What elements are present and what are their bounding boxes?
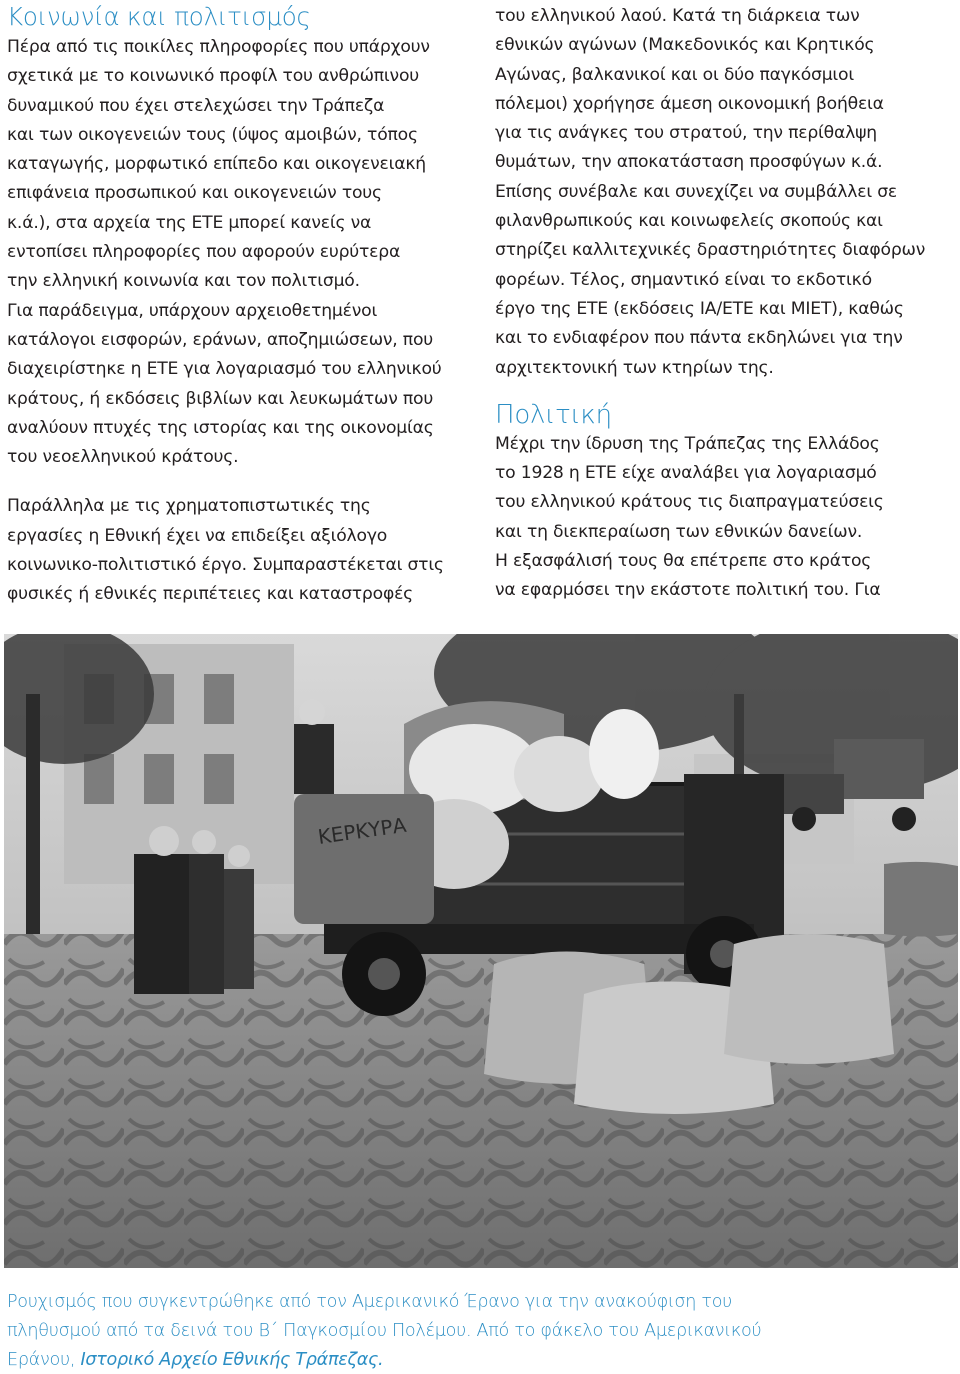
- text-line: του ελληνικού λαού. Κατά τη διάρκεια των: [495, 6, 860, 26]
- caption-text: Εράνου,: [7, 1349, 81, 1370]
- text-line: κράτους, ή εκδόσεις βιβλίων και λευκωμάτων που: [7, 388, 434, 409]
- text-line: και το ενδιαφέρον που πάντα εκδηλώνει για την: [495, 328, 903, 349]
- photo-caption: [7, 1288, 957, 1374]
- text-line: να εφαρμόσει την εκάστοτε πολιτική του. Για: [495, 580, 881, 601]
- section-heading-politics: Πολιτική: [495, 399, 612, 430]
- text-line: σχετικά με το κοινωνικό προφίλ του ανθρώπινου: [7, 66, 420, 87]
- caption-line: [7, 1346, 957, 1374]
- text-line: εθνικών αγώνων (Μακεδονικός και Κρητικός: [495, 35, 875, 56]
- caption-line: πληθυσμού από τα δεινά του Β΄ Παγκοσμίου Πολέμου. Από το φάκελο του Αμερικανικού: [7, 1320, 762, 1341]
- historical-photo-truck-clothing-bales: [4, 634, 958, 1268]
- text-line: κοινωνικο-πολιτιστικό έργο. Συμπαραστέκεται στις: [7, 555, 444, 576]
- text-line: φορέων. Τέλος, σημαντικό είναι το εκδοτικό: [495, 269, 872, 290]
- bale-lettering: ΚΕΡΚΥΡΑ: [316, 812, 408, 849]
- text-line: φιλανθρωπικούς και κοινωφελείς σκοπούς και: [495, 211, 883, 232]
- photo-illustration: [4, 634, 958, 1268]
- text-line: την ελληνική κοινωνία και τον πολιτισμό.: [7, 271, 360, 292]
- caption-line: Ρουχισμός που συγκεντρώθηκε από τον Αμερικανικό Έρανο για την ανακούφιση του: [7, 1292, 733, 1312]
- text-line: διαχειρίστηκε η ΕΤΕ για λογαριασμό του ελληνικού: [7, 359, 442, 380]
- left-paragraph-2: [7, 492, 472, 609]
- text-line: και τη διεκπεραίωση των εθνικών δανείων.: [495, 521, 863, 542]
- text-line: αρχιτεκτονική των κτηρίων της.: [495, 357, 774, 378]
- right-paragraph-1: [495, 2, 955, 383]
- text-line: Η εξασφάλισή τους θα επέτρεπε στο κράτος: [495, 551, 872, 572]
- text-line: κατάλογοι εισφορών, εράνων, αποζημιώσεων, που: [7, 329, 434, 350]
- text-line: το 1928 η ΕΤΕ είχε αναλάβει για λογαριασμό: [495, 463, 877, 484]
- text-line: Αγώνας, βαλκανικοί και οι δύο παγκόσμιοι: [495, 64, 854, 85]
- text-line: στηρίζει καλλιτεχνικές δραστηριότητες διαφόρων: [495, 240, 926, 261]
- text-line: πόλεμοι) χορήγησε άμεση οικονομική βοήθεια: [495, 93, 884, 114]
- text-line: κ.ά.), στα αρχεία της ΕΤΕ μπορεί κανείς να: [7, 212, 372, 233]
- text-line: Για παράδειγμα, υπάρχουν αρχειοθετημένοι: [7, 300, 378, 321]
- text-line: θυμάτων, την αποκατάσταση προσφύγων κ.ά.: [495, 152, 883, 173]
- text-line: για τις ανάγκες του στρατού, την περίθαλψη: [495, 123, 877, 144]
- left-column: [7, 0, 472, 610]
- right-column: [495, 0, 955, 606]
- left-paragraph-1: [7, 33, 472, 472]
- text-line: αναλύουν πτυχές της ιστορίας και της οικονομίας: [7, 417, 434, 438]
- caption-source: Ιστορικό Αρχείο Εθνικής Τράπεζας.: [80, 1349, 384, 1370]
- text-line: εργασίες η Εθνική έχει να επιδείξει αξιόλογο: [7, 525, 388, 546]
- text-line: του νεοελληνικού κράτους.: [7, 447, 239, 468]
- section-heading-society-culture: Κοινωνία και πολιτισμός: [7, 2, 311, 31]
- text-line: επιφάνεια προσωπικού και οικογενειών τους: [7, 183, 382, 204]
- text-line: εντοπίσει πληροφορίες που αφορούν ευρύτερα: [7, 242, 401, 263]
- text-line: Παράλληλα με τις χρηματοπιστωτικές της: [7, 496, 371, 517]
- text-line: και των οικογενειών τους (ύψος αμοιβών, τόπος: [7, 124, 418, 145]
- text-line: φυσικές ή εθνικές περιπέτειες και καταστροφές: [7, 584, 414, 605]
- text-line: του ελληνικού κράτους τις διαπραγματεύσεις: [495, 492, 884, 513]
- right-paragraph-2: [495, 430, 955, 606]
- text-line: Πέρα από τις ποικίλες πληροφορίες που υπάρχουν: [7, 37, 430, 57]
- text-line: έργο της ΕΤΕ (εκδόσεις ΙΑ/ΕΤΕ και ΜΙΕΤ), καθώς: [495, 298, 904, 319]
- text-line: δυναμικού που έχει στελεχώσει την Τράπεζα: [7, 95, 385, 116]
- text-line: Μέχρι την ίδρυση της Τράπεζας της Ελλάδος: [495, 433, 880, 454]
- text-line: Επίσης συνέβαλε και συνεχίζει να συμβάλλει σε: [495, 181, 898, 202]
- text-line: καταγωγής, μορφωτικό επίπεδο και οικογενειακή: [7, 154, 426, 175]
